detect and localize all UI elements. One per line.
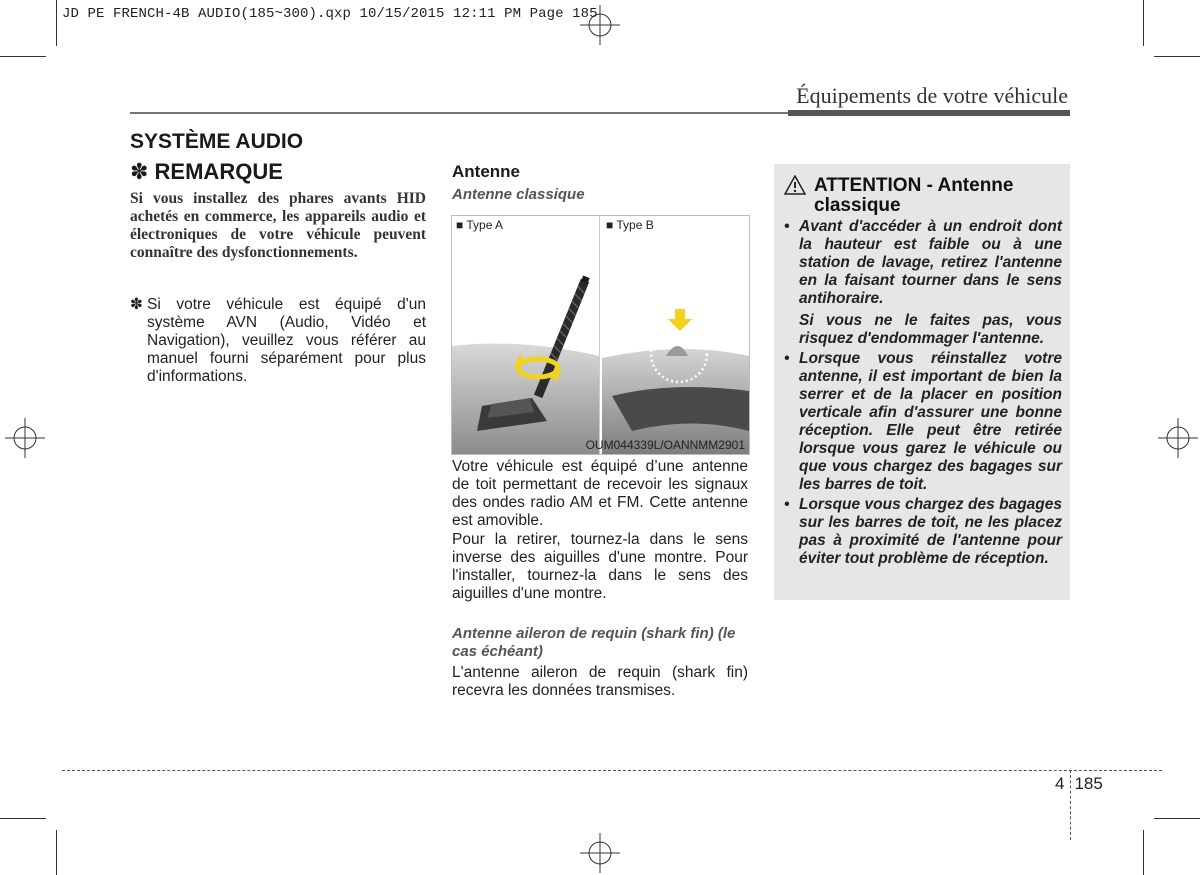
crop-mark <box>1154 818 1200 819</box>
caution-item-subtext: Si vous ne le faites pas, vous risquez d'endommager l'antenne. <box>799 312 1062 347</box>
note-text: Si votre véhicule est équipé d'un système AVN (Audio, Vidéo et Navigation), veuillez vous référer au manuel fourni séparément pour plus d'informations. <box>147 296 426 385</box>
caution-item-text: Avant d'accéder à un endroit dont la hauteur est faible ou à une station de lavage, retirez l'antenne en la faisant tourner dans le sens antihoraire. <box>799 218 1062 307</box>
crop-mark <box>0 56 46 57</box>
caution-item-text: Lorsque vous chargez des bagages sur les barres de toit, ne les placez pas à proximité de l'antenne pour éviter tout problème de réception. <box>799 496 1062 567</box>
antenna-type-a-illustration <box>452 216 599 454</box>
caution-item: • Lorsque vous chargez des bagages sur les barres de toit, ne les placez pas à proximité de l'antenne pour éviter tout problème de réception. <box>784 496 1062 567</box>
page-header-title: Équipements de votre véhicule <box>796 83 1068 108</box>
antenne-paragraph-2: Pour la retirer, tournez-la dans le sens inverse des aiguilles d'une montre. Pour l'installer, tournez-la dans le sens des aiguilles d'une montre. <box>452 531 748 602</box>
caution-item: • Avant d'accéder à un endroit dont la hauteur est faible ou à une station de lavage, retirez l'antenne en la faisant tourner dans le sens antihoraire. Si vous ne le faites pas, vous risquez d'endommager l'antenne. <box>784 218 1062 347</box>
caution-item-text: Lorsque vous réinstallez votre antenne, il est important de bien la serrer et de la placer en position verticale afin d'assurer une bonne réception. Elle peut être retirée lorsque vous garez le véhicule ou que vous chargez des bagages sur les barres de toit. <box>799 350 1062 493</box>
warning-triangle-icon <box>784 175 806 195</box>
section-title: SYSTÈME AUDIO <box>130 130 304 153</box>
caution-box <box>774 164 1070 600</box>
crop-mark <box>56 0 57 46</box>
antenne-paragraph-1: Votre véhicule est équipé d’une antenne de toit permettant de recevoir les signaux des ondes radio AM et FM. Cette antenne est amovible. <box>452 458 748 529</box>
figure-panel-type-b <box>585 216 749 454</box>
figure-caption: OUM044339L/OANNMM2901 <box>585 438 745 452</box>
page-number <box>1055 774 1103 794</box>
crop-mark <box>1143 830 1144 875</box>
print-slug: JD PE FRENCH-4B AUDIO(185~300).qxp 10/15/2015 12:11 PM Page 185 <box>62 6 598 22</box>
caution-list <box>784 218 1062 570</box>
remarque-title: ✽ REMARQUE <box>130 159 283 184</box>
figure-panel-type-a <box>452 216 599 454</box>
footer-rule <box>62 770 1162 771</box>
antenna-type-b-illustration <box>602 216 749 454</box>
crop-mark <box>1154 56 1200 57</box>
crop-mark <box>56 830 57 875</box>
registration-mark-icon <box>580 833 620 873</box>
antenne-paragraph-3: L'antenne aileron de requin (shark fin) recevra les données transmises. <box>452 664 748 699</box>
chapter-number: 4 <box>1055 774 1065 793</box>
note-mark: ✽ <box>130 296 143 313</box>
antenna-figure <box>451 215 750 455</box>
registration-mark-icon <box>1158 418 1198 458</box>
figure-label-type-b: ■ Type B <box>606 218 654 232</box>
caution-item: • Lorsque vous réinstallez votre antenne, il est important de bien la serrer et de la placer en position verticale afin d'assurer une bonne réception. Elle peut être retirée lorsque vous garez le véhicule ou que vous chargez des bagages sur les barres de toit. <box>784 350 1062 493</box>
remarque-body: Si vous installez des phares avants HID achetés en commerce, les appareils audio et électroniques de votre véhicule peuvent connaître des dysfonctionnements. <box>130 190 426 261</box>
caution-title: ATTENTION - Antenne classique <box>814 175 1014 216</box>
crop-mark <box>1143 0 1144 46</box>
antenne-subtitle: Antenne classique <box>452 186 585 203</box>
antenne-title: Antenne <box>452 162 520 181</box>
note-item <box>130 296 426 386</box>
header-rule-accent <box>788 110 1070 116</box>
shark-fin-subtitle: Antenne aileron de requin (shark fin) (le cas échéant) <box>452 625 736 660</box>
page-number-value: 185 <box>1074 774 1103 793</box>
crop-mark <box>0 818 46 819</box>
figure-label-type-a: ■ Type A <box>456 218 504 232</box>
registration-mark-icon <box>5 418 45 458</box>
